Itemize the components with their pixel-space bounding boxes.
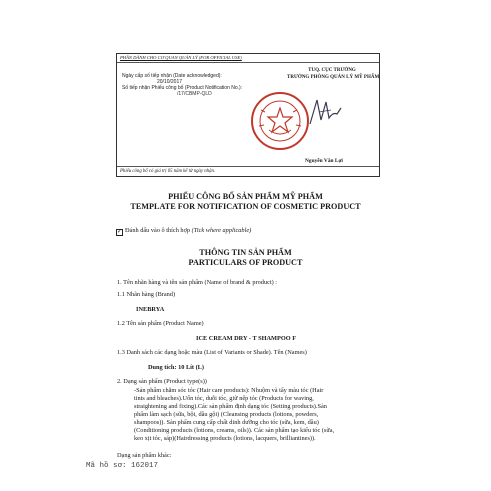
desc-line: phẩm làm sạch (sữa, bột, dầu gội) (Cleansing products (lotions, powders, [134,411,319,418]
title-vn: PHIẾU CÔNG BỐ SẢN PHẨM MỸ PHẨM [168,192,323,201]
item-1-3: 1.3 Danh sách các dạng hoặc màu (List of Variants or Shade). Tên (Names) [117,349,307,356]
record-code: Mã hồ sơ: 162017 [86,462,159,470]
ack-date-value: 20/10/2017 [157,79,183,85]
official-use-footer: Phiếu công bố có giá trị 05 năm kể từ ngày nhận. [117,166,379,176]
authority-line-2: TRƯỞNG PHÒNG QUẢN LÝ MỸ PHẨM [287,74,380,80]
official-use-box [116,53,380,177]
item-1: 1. Tên nhãn hàng và tên sản phẩm (Name of brand & product) : [117,279,278,286]
desc-line: keo xịt tóc, sáp)(Hairdressing products (lotions, lacquers, brilliantines)). [134,435,316,442]
official-seal-icon [249,90,311,152]
desc-line: (Conditioning products (lotions, creams, oils)). Các sản phẩm tạo kiểu tóc (sữa, [134,427,335,434]
item-1-1: 1.1 Nhãn hàng (Brand) [117,291,176,298]
authority-block [287,68,380,81]
checkbox-note-text: Đánh dấu vào ô thích hợp [125,227,191,234]
item-1-2: 1.2 Tên sản phẩm (Product Name) [117,320,204,327]
signature-icon [307,94,347,130]
desc-line: straightening and fixing).Các sản phẩm định dạng tóc (Setting products).Sản [134,403,327,410]
other-product-type: Dạng sản phẩm khác: [117,452,172,459]
item-2: 2. Dạng sản phẩm (Product type(s)) [117,378,207,385]
authority-line-1: TUQ. CỤC TRƯỞNG [308,68,356,73]
volume-value: Dung tích: 10 Lít (L) [148,364,204,371]
product-type-description [134,387,396,443]
product-value: ICE CREAM DRY - T SHAMPOO F [196,335,297,342]
checkbox-note-italic: (Tick where applicable) [191,227,252,234]
title-en: TEMPLATE FOR NOTIFICATION OF COSMETIC PRODUCT [130,202,361,211]
notification-number-value: /17/CBMP-QLD [177,91,212,97]
desc-line: -Sản phẩm chăm sóc tóc (Hair care products): Nhuộm và tẩy màu tóc (Hair [134,387,324,394]
desc-line: shampoos)). Sản phẩm cung cấp chất dinh dưỡng cho tóc (sữa, kem, dầu) [134,419,319,426]
section-title-vn: THÔNG TIN SẢN PHẨM [199,248,292,257]
ack-date-label: Ngày cấp số tiếp nhận (Date acknowledged): [122,73,222,79]
checkbox-note [116,227,251,236]
notification-number-label: Số tiếp nhận Phiếu công bố (Product Notification No.): [122,85,243,91]
desc-line: tints and bleaches).Uốn tóc, duỗi tóc, giữ nếp tóc (Products for waving, [134,395,314,402]
checked-box-icon: ✓ [117,228,123,235]
official-use-header: PHẦN DÀNH CHO CƠ QUAN QUẢN LÝ (FOR OFFICIAL USE) [117,54,379,63]
section-title-en: PARTICULARS OF PRODUCT [188,258,303,267]
signer-name: Nguyễn Văn Lợi [305,158,343,164]
brand-value: INEBRYA [136,306,165,313]
